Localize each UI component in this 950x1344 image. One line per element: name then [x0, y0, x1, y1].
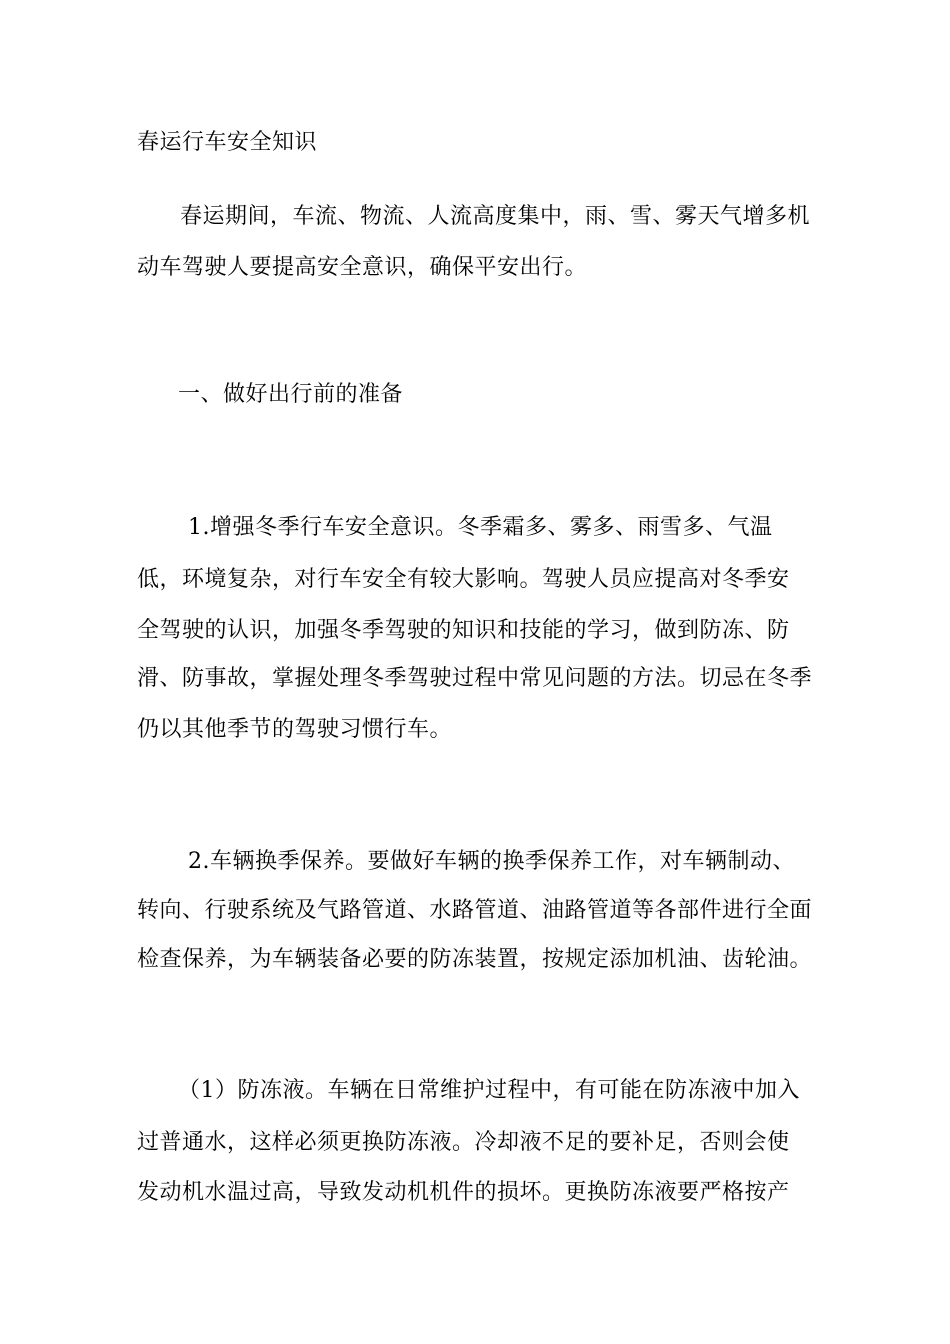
- section-heading: 一、做好出行前的准备: [178, 382, 404, 407]
- paragraph-line: 春运期间，车流、物流、人流高度集中，雨、雪、雾天气增多机: [180, 204, 811, 229]
- paragraph-line: 转向、行驶系统及气路管道、水路管道、油路管道等各部件进行全面: [137, 898, 813, 923]
- paragraph-line: （1）防冻液。车辆在日常维护过程中，有可能在防冻液中加入: [178, 1078, 800, 1103]
- paragraph-line: 检查保养，为车辆装备必要的防冻装置，按规定添加机油、齿轮油。: [137, 947, 813, 972]
- paragraph-line: 全驾驶的认识，加强冬季驾驶的知识和技能的学习，做到防冻、防: [137, 618, 790, 643]
- paragraph-line: 低，环境复杂，对行车安全有较大影响。驾驶人员应提高对冬季安: [137, 567, 790, 592]
- paragraph-line: 滑、防事故，掌握处理冬季驾驶过程中常见问题的方法。切忌在冬季: [137, 666, 813, 691]
- paragraph-line: 动车驾驶人要提高安全意识，确保平安出行。: [137, 255, 588, 280]
- paragraph-line: 过普通水，这样必须更换防冻液。冷却液不足的要补足，否则会使: [137, 1130, 790, 1155]
- paragraph-line: 发动机水温过高，导致发动机机件的损坏。更换防冻液要严格按产: [137, 1180, 790, 1205]
- paragraph-line: 2.车辆换季保养。要做好车辆的换季保养工作，对车辆制动、: [188, 849, 795, 874]
- document-title: 春运行车安全知识: [137, 130, 318, 155]
- paragraph-line: 1.增强冬季行车安全意识。冬季霜多、雾多、雨雪多、气温: [188, 515, 773, 540]
- paragraph-line: 仍以其他季节的驾驶习惯行车。: [137, 717, 453, 742]
